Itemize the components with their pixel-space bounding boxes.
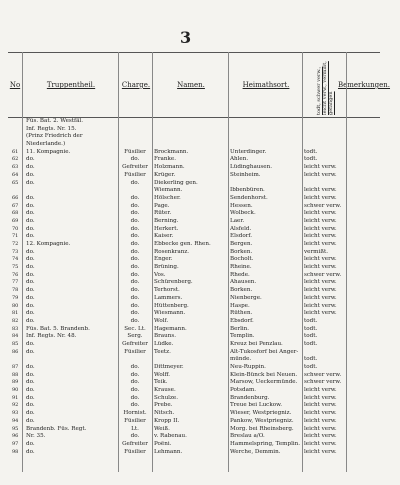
- row-number: 90: [12, 387, 19, 394]
- table-row: [8, 256, 380, 264]
- row-rank: Füsilier: [124, 417, 146, 424]
- table-row: [8, 349, 380, 357]
- table-row: [8, 164, 380, 172]
- row-fate: leicht verw.: [304, 433, 337, 440]
- row-rank: do.: [130, 264, 140, 271]
- row-name: Hüttenberg.: [154, 302, 189, 309]
- row-number: 88: [12, 371, 19, 378]
- row-name: Wiesmann.: [154, 310, 186, 317]
- row-home: Wolbeck.: [230, 210, 256, 217]
- row-unit: do.: [26, 210, 35, 217]
- row-unit: do.: [26, 233, 35, 240]
- row-fate: leicht verw.: [304, 425, 337, 432]
- row-home: Brandenburg.: [230, 394, 270, 401]
- row-number: 65: [12, 179, 19, 186]
- row-fate: leicht verw.: [304, 217, 337, 224]
- row-name: Wolff.: [154, 371, 171, 378]
- table-row: [8, 279, 380, 287]
- table-row: [8, 387, 380, 395]
- row-fate: leicht verw.: [304, 448, 337, 455]
- row-number: 62: [12, 156, 19, 163]
- row-rank: do.: [130, 433, 140, 440]
- table-row: [8, 310, 380, 318]
- row-unit: Nr. 35.: [26, 433, 46, 440]
- row-number: 81: [12, 310, 19, 317]
- row-rank: Gefreiter: [122, 440, 148, 447]
- row-unit: do.: [26, 171, 35, 178]
- row-name: Kropp II.: [154, 417, 180, 424]
- row-rank: do.: [130, 287, 140, 294]
- row-number: 68: [12, 210, 19, 217]
- row-fate: leicht verw.: [304, 440, 337, 447]
- row-rank: Gefreiter: [122, 340, 148, 347]
- row-unit: do.: [26, 256, 35, 263]
- row-home: Potsdam.: [230, 387, 257, 394]
- row-unit: do.: [26, 402, 35, 409]
- row-rank: do.: [130, 217, 140, 224]
- row-home: Ahausen.: [230, 279, 257, 286]
- row-number: 87: [12, 364, 19, 370]
- row-fate: leicht verw.: [304, 310, 337, 317]
- row-unit: do.: [26, 194, 35, 201]
- row-fate: leicht verw.: [304, 302, 337, 309]
- row-home: Pankow, Westpriegniz.: [230, 417, 294, 424]
- table-row: [8, 410, 380, 418]
- row-fate: leicht verw.: [304, 171, 337, 178]
- row-name: Schürenberg.: [154, 279, 193, 286]
- row-unit: do.: [26, 179, 35, 186]
- table-row: [8, 180, 380, 188]
- header-fate: todt, schwer verw., leicht verw., vermißt, gefangen: [316, 61, 334, 115]
- table-row: [8, 418, 380, 426]
- row-fate: leicht verw.: [304, 233, 337, 240]
- table-row: [8, 441, 380, 449]
- row-name: Enger.: [154, 256, 173, 263]
- row-unit: do.: [26, 248, 35, 255]
- row-rank: do.: [130, 294, 140, 301]
- row-rank: Füsilier: [124, 448, 146, 455]
- row-unit: do.: [26, 317, 35, 324]
- row-unit: Brandenb. Füs. Regt.: [26, 425, 87, 432]
- row-number: 76: [12, 271, 19, 278]
- row-home: Borken.: [230, 248, 253, 255]
- row-unit: do.: [26, 225, 35, 232]
- row-home: Hessen.: [230, 202, 253, 209]
- row-name: Ebbecke gen. Rhen.: [154, 241, 211, 247]
- row-home: Unterdinger.: [230, 148, 267, 155]
- row-name: Teik.: [154, 379, 168, 386]
- row-unit: Inf. Regts. Nr. 48.: [26, 333, 77, 340]
- row-unit: do.: [26, 302, 35, 309]
- row-unit: do.: [26, 371, 35, 378]
- row-unit: 12. Kompagnie.: [26, 241, 71, 247]
- row-fate: leicht verw.: [304, 287, 337, 294]
- header-name: Namen.: [152, 53, 229, 117]
- row-number: 93: [12, 410, 19, 417]
- table-row: [8, 449, 380, 457]
- row-home: Borken.: [230, 287, 253, 294]
- row-rank: do.: [130, 271, 140, 278]
- row-number: 66: [12, 194, 19, 201]
- row-unit: do.: [26, 364, 35, 370]
- row-fate: leicht verw.: [304, 225, 337, 232]
- row-rank: do.: [130, 202, 140, 209]
- table-row: [8, 218, 380, 226]
- row-rank: do.: [130, 394, 140, 401]
- row-unit: do.: [26, 271, 35, 278]
- row-name: Dittmeyer.: [154, 364, 184, 370]
- row-home: Breslau a/O.: [230, 433, 265, 440]
- row-home: münde.: [230, 356, 252, 363]
- row-rank: do.: [130, 210, 140, 217]
- row-home: Ebsdorf.: [230, 317, 254, 324]
- row-name: Herkert.: [154, 225, 179, 232]
- row-name: Krause.: [154, 387, 176, 394]
- row-number: 61: [12, 148, 19, 155]
- table-body: [8, 118, 380, 456]
- row-home: Nienberge.: [230, 294, 262, 301]
- row-unit: do.: [26, 156, 35, 163]
- row-number: 73: [12, 248, 19, 255]
- row-unit: Füs. Bat. 5. Brandenb.: [26, 325, 90, 332]
- row-unit: do.: [26, 279, 35, 286]
- page-number: 3: [180, 28, 192, 47]
- table-row: [8, 426, 380, 434]
- row-rank: Füsilier: [124, 148, 146, 155]
- row-rank: do.: [130, 256, 140, 263]
- row-unit: Inf. Regts. Nr. 15.: [26, 125, 77, 132]
- row-rank: do.: [130, 241, 140, 247]
- table-row: [8, 249, 380, 257]
- table-row: [8, 356, 380, 364]
- row-number: 79: [12, 294, 19, 301]
- row-number: 78: [12, 287, 19, 294]
- table-row: [8, 187, 380, 195]
- row-name: Brauns.: [154, 333, 176, 340]
- row-rank: do.: [130, 317, 140, 324]
- row-name: Weiß.: [154, 425, 170, 432]
- row-number: 67: [12, 202, 19, 209]
- row-name: Vos.: [154, 271, 166, 278]
- row-rank: do.: [130, 279, 140, 286]
- table-row: [8, 149, 380, 157]
- row-rank: do.: [130, 225, 140, 232]
- row-unit: do.: [26, 340, 35, 347]
- row-name: Rosenkranz.: [154, 248, 190, 255]
- row-number: 97: [12, 440, 19, 447]
- table-row: [8, 326, 380, 334]
- header-no: No: [9, 81, 21, 89]
- row-fate: vermißt.: [304, 248, 329, 255]
- row-home: Ibbenbüren.: [230, 187, 265, 194]
- row-home: Berlin.: [230, 325, 250, 332]
- table-row: [8, 264, 380, 272]
- row-number: 98: [12, 448, 19, 455]
- row-fate: leicht verw.: [304, 264, 337, 271]
- row-home: Klein-Bünck bei Neuen.: [230, 371, 298, 378]
- row-unit: do.: [26, 264, 35, 271]
- table-row: [8, 287, 380, 295]
- row-number: 63: [12, 164, 19, 171]
- row-unit: do.: [26, 379, 35, 386]
- row-rank: do.: [130, 402, 140, 409]
- row-number: 70: [12, 225, 19, 232]
- row-fate: todt.: [304, 317, 318, 324]
- row-name: Teetz.: [154, 348, 171, 355]
- row-rank: do.: [130, 387, 140, 394]
- row-name: Poëni.: [154, 440, 172, 447]
- row-home: Wieser, Westpriegniz.: [230, 410, 292, 417]
- row-fate: leicht verw.: [304, 394, 337, 401]
- table-row: [8, 433, 380, 441]
- row-name: Lammers.: [154, 294, 183, 301]
- row-unit: 11. Kompagnie.: [26, 148, 71, 155]
- row-home: Alsfeld.: [230, 225, 252, 232]
- row-unit: do.: [26, 287, 35, 294]
- row-rank: do.: [130, 371, 140, 378]
- row-home: Ahlen.: [230, 156, 249, 163]
- row-fate: leicht verw.: [304, 410, 337, 417]
- row-number: 86: [12, 348, 19, 355]
- table-row: [8, 272, 380, 280]
- row-home: Alt-Tukosforf bei Anger-: [230, 348, 299, 355]
- row-rank: Lt.: [131, 425, 139, 432]
- table-row: [8, 156, 380, 164]
- row-home: Hammelspring, Templin.: [230, 440, 301, 447]
- table-row: [8, 395, 380, 403]
- row-home: Bergen.: [230, 241, 253, 247]
- row-home: Marsow, Ueckermünde.: [230, 379, 298, 386]
- row-unit: do.: [26, 440, 35, 447]
- row-home: Rüthen.: [230, 310, 253, 317]
- table-row: [8, 118, 380, 126]
- row-fate: leicht verw.: [304, 417, 337, 424]
- table-row: [8, 241, 380, 249]
- row-name: Brockmann.: [154, 148, 189, 155]
- row-number: 74: [12, 256, 19, 263]
- row-fate: leicht verw.: [304, 210, 337, 217]
- row-number: 92: [12, 402, 19, 409]
- row-name: Berning.: [154, 217, 179, 224]
- row-fate: leicht verw.: [304, 279, 337, 286]
- row-name: Holzmann.: [154, 164, 185, 171]
- row-name: Lüdke.: [154, 340, 174, 347]
- table-row: [8, 333, 380, 341]
- row-name: Hagemann.: [154, 325, 187, 332]
- row-name: Brüning.: [154, 264, 179, 271]
- row-number: 77: [12, 279, 19, 286]
- row-home: Werche, Demmin.: [230, 448, 281, 455]
- row-rank: do.: [130, 248, 140, 255]
- row-fate: schwer verw.: [304, 379, 342, 386]
- row-home: Kreuz bei Penzlau.: [230, 340, 283, 347]
- row-name: Nitsch.: [154, 410, 175, 417]
- row-number: 71: [12, 233, 19, 240]
- table-row: [8, 318, 380, 326]
- table-row: [8, 141, 380, 149]
- row-unit: do.: [26, 417, 35, 424]
- row-fate: leicht verw.: [304, 164, 337, 171]
- table-row: [8, 195, 380, 203]
- row-home: Haspe.: [230, 302, 250, 309]
- row-name: Terhorst.: [154, 287, 180, 294]
- row-rank: do.: [130, 310, 140, 317]
- row-rank: Füsilier: [124, 171, 146, 178]
- row-unit: do.: [26, 394, 35, 401]
- row-home: Sendenhorst.: [230, 194, 268, 201]
- row-name: Diekerling gen.: [154, 179, 198, 186]
- row-fate: todt.: [304, 156, 318, 163]
- row-number: 64: [12, 171, 19, 178]
- row-number: 80: [12, 302, 19, 309]
- row-home: Bocholt.: [230, 256, 254, 263]
- header-home: Heimathsort.: [228, 53, 303, 117]
- row-rank: do.: [130, 179, 140, 186]
- row-number: 72: [12, 241, 19, 247]
- row-unit: do.: [26, 387, 35, 394]
- row-fate: leicht verw.: [304, 402, 337, 409]
- row-number: 82: [12, 317, 19, 324]
- row-fate: todt.: [304, 325, 318, 332]
- row-fate: leicht verw.: [304, 241, 337, 247]
- row-rank: Serg.: [127, 333, 143, 340]
- row-name: Hölscher.: [154, 194, 181, 201]
- row-number: 84: [12, 333, 19, 340]
- row-rank: do.: [130, 233, 140, 240]
- table-row: [8, 233, 380, 241]
- row-name: Rüter.: [154, 210, 172, 217]
- row-fate: todt.: [304, 356, 318, 363]
- row-unit: (Prinz Friedrich der: [26, 133, 83, 140]
- row-unit: Niederlande.): [26, 141, 66, 148]
- row-number: 91: [12, 394, 19, 401]
- row-name: Schulze.: [154, 394, 178, 401]
- table-row: [8, 133, 380, 141]
- row-name: Prebe.: [154, 402, 173, 409]
- row-name: Franke.: [154, 156, 176, 163]
- table-row: [8, 203, 380, 211]
- row-number: 96: [12, 433, 19, 440]
- table-row: [8, 364, 380, 372]
- row-home: Laer.: [230, 217, 245, 224]
- row-number: 89: [12, 379, 19, 386]
- table-row: [8, 172, 380, 180]
- row-fate: todt.: [304, 148, 318, 155]
- row-fate: todt.: [304, 340, 318, 347]
- row-unit: do.: [26, 202, 35, 209]
- row-fate: leicht verw.: [304, 194, 337, 201]
- row-number: 69: [12, 217, 19, 224]
- table-row: [8, 126, 380, 134]
- table-row: [8, 226, 380, 234]
- table-row: [8, 372, 380, 380]
- row-name: Lehmann.: [154, 448, 183, 455]
- row-home: Elsdorf.: [230, 233, 253, 240]
- row-fate: leicht verw.: [304, 387, 337, 394]
- row-fate: schwer verw.: [304, 371, 342, 378]
- row-rank: do.: [130, 364, 140, 370]
- row-fate: todt.: [304, 364, 318, 370]
- row-rank: do.: [130, 379, 140, 386]
- row-home: Steinheim.: [230, 171, 261, 178]
- header-remarks: Bemerkungen.: [346, 53, 381, 117]
- row-home: Neu-Ruppin.: [230, 364, 266, 370]
- row-fate: leicht verw.: [304, 187, 337, 194]
- row-unit: do.: [26, 410, 35, 417]
- table-header: [8, 52, 391, 118]
- table-row: [8, 210, 380, 218]
- row-unit: do.: [26, 294, 35, 301]
- row-name: v. Rabenau.: [154, 433, 187, 440]
- row-home: Rhede.: [230, 271, 250, 278]
- row-rank: Sec. Lt.: [124, 325, 146, 332]
- row-name: Page.: [154, 202, 170, 209]
- row-rank: Gefreiter: [122, 164, 148, 171]
- row-number: 95: [12, 425, 19, 432]
- row-rank: Hornist.: [123, 410, 147, 417]
- table-row: [8, 402, 380, 410]
- row-unit: do.: [26, 448, 35, 455]
- row-unit: do.: [26, 310, 35, 317]
- row-unit: do.: [26, 348, 35, 355]
- row-rank: Füsilier: [124, 348, 146, 355]
- row-home: Rheine.: [230, 264, 252, 271]
- table-row: [8, 303, 380, 311]
- row-unit: Füs. Bat. 2. Westfäl.: [26, 118, 83, 124]
- row-name: Wolf.: [154, 317, 169, 324]
- row-fate: leicht verw.: [304, 294, 337, 301]
- header-rank: Charge.: [118, 53, 153, 117]
- row-rank: do.: [130, 156, 140, 163]
- table-row: [8, 341, 380, 349]
- row-name: Wiemann.: [154, 187, 183, 194]
- row-fate: schwer verw.: [304, 202, 342, 209]
- row-home: Lüdinghausen.: [230, 164, 272, 171]
- row-name: Kaiser.: [154, 233, 174, 240]
- row-rank: do.: [130, 194, 140, 201]
- row-rank: do.: [130, 302, 140, 309]
- table-row: [8, 379, 380, 387]
- row-home: Templin.: [230, 333, 255, 340]
- header-unit: Truppentheil.: [22, 53, 119, 117]
- row-unit: do.: [26, 164, 35, 171]
- row-fate: schwer verw.: [304, 271, 342, 278]
- table-row: [8, 295, 380, 303]
- row-number: 75: [12, 264, 19, 271]
- row-name: Krüger.: [154, 171, 176, 178]
- row-number: 85: [12, 340, 19, 347]
- row-unit: do.: [26, 217, 35, 224]
- row-home: Morg. bei Rheinsberg.: [230, 425, 294, 432]
- row-number: 94: [12, 417, 19, 424]
- row-fate: leicht verw.: [304, 256, 337, 263]
- row-home: Treue bei Luckow.: [230, 402, 282, 409]
- row-number: 83: [12, 325, 19, 332]
- row-fate: todt.: [304, 333, 318, 340]
